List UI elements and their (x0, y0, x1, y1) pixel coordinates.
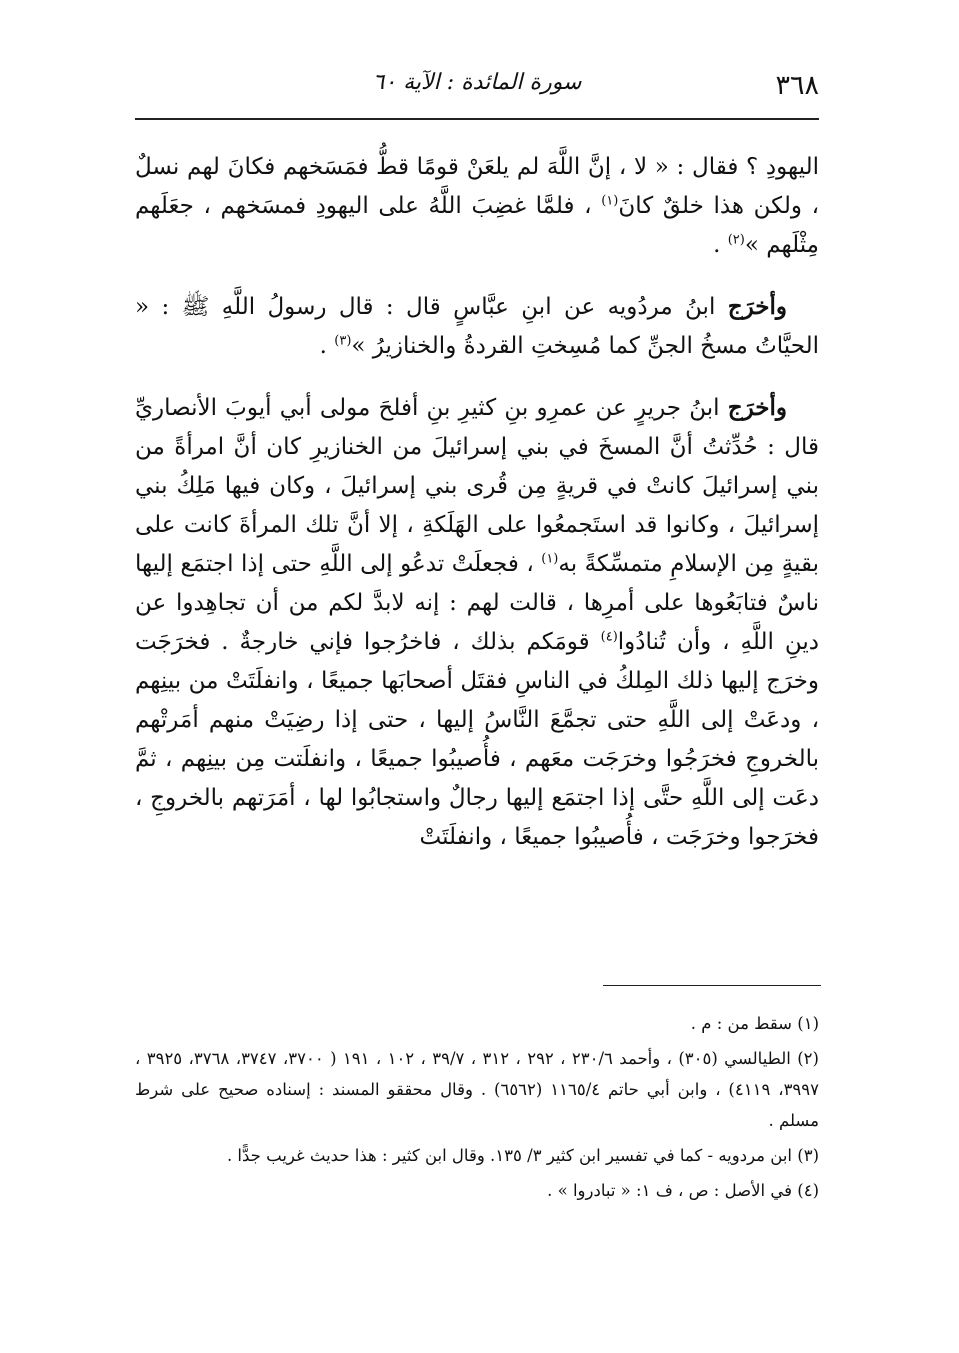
page-header (135, 62, 819, 112)
paragraph-text: ابنُ جريرٍ عن عمرِو بنِ كثيرِ بنِ أفلحَ مولى أبي أيوبَ الأنصاريِّ قال : حُدِّثتُ أنَّ المسخَ في بني إسرائيلَ من الخنازيرِ كان أنَّ امرأةً من بني إسرائيلَ كانتْ في قريةٍ مِن قُرى بني إسرائيلَ ، وكان فيها مَلِكُ بني إسرائيلَ ، وكانوا قد استَجمعُوا على الهَلَكةِ ، إلا أنَّ تلك المرأةَ كانت على بقيةٍ مِن الإسلامِ متمسِّكةً به (135, 395, 819, 577)
footnote-ref: (٢) (727, 232, 745, 248)
main-text (135, 148, 819, 879)
footnote-ref: (١) (601, 193, 619, 209)
footnote-ref: (٤) (600, 629, 618, 645)
paragraph-text: ، فجعلَتْ تدعُو إلى اللَّهِ حتى إذا اجتمَع إليها ناسٌ فتابَعُوها على أمرِها ، قالت لهم : إنه لابدَّ لكم من أن تجاهِدوا عن دينِ اللَّهِ ، وأن تُنادُوا (135, 551, 820, 655)
footnote-divider (603, 985, 821, 986)
footnote-3: (٣) ابن مردويه - كما في تفسير ابن كثير ٣/ ١٣٥. وقال ابن كثير : هذا حديث غريب جدًّا . (226, 1146, 819, 1165)
footnote-1: (١) سقط من : م . (690, 1014, 819, 1033)
footnotes (135, 1008, 819, 1210)
paragraph-text: . (713, 232, 721, 258)
footnote-4: (٤) في الأصل : ص ، ف ١: « تبادروا » . (547, 1181, 819, 1200)
paragraph-2 (135, 287, 819, 366)
paragraph-text: . (319, 333, 327, 359)
paragraph-text: ، فلمَّا غضِبَ اللَّهُ على اليهودِ فمسَخهم ، جعَلَهم مِثْلَهم » (135, 193, 819, 258)
footnote-ref: (٣) (334, 333, 352, 349)
running-title: سورة المائدة : الآية ٦٠ (372, 70, 582, 95)
footnote-2: (٢) الطيالسي (٣٠٥) ، وأحمد ٢٣٠/٦ ، ٢٩٢ ، ٣١٢ ، ٣٩/٧ ، ١٠٢ ، ١٩١ ( ٣٧٠٠، ٣٧٤٧، ٣٧٦٨، ٣٩٢٥ ، ٣٩٩٧، ٤١١٩) ، وابن أبي حاتم ١١٦٥/٤ (٦٥٦٢) . وقال محققو المسند : إسناده صحيح على شرط مسلم . (135, 1049, 820, 1130)
paragraph-lead-word: وأخرَج (727, 394, 787, 421)
footnote-ref: (١) (541, 551, 559, 567)
header-divider (135, 118, 819, 120)
paragraph-1 (135, 148, 819, 265)
paragraph-lead-word: وأخرَج (727, 293, 788, 320)
paragraph-text: اليهودِ ؟ فقال : « لا ، إنَّ اللَّهَ لم يلعَنْ قومًا قطُّ فمَسَخهم فكانَ لهم نسلٌ ، ولكن هذا خلقٌ كانَ (135, 154, 820, 219)
page-number: ٣٦٨ (775, 70, 819, 101)
paragraph-text: ابنُ مردُويه عن ابنِ عبَّاسٍ قال : قال رسولُ اللَّهِ ﷺ : « الحيَّاتُ مسخُ الجنِّ كما مُسِختِ القردةُ والخنازيرُ » (135, 294, 819, 359)
paragraph-text: قومَكم بذلك ، فاخرُجوا فإني خارجةٌ . فخرَجَت وخرَج إليها ذلك المِلكُ في الناسِ فقتَل أصحابَها جميعًا ، وانفلَتَتْ من بينِهم ، ودعَتْ إلى اللَّهِ حتى تجمَّعَ النَّاسُ إليها ، حتى إذا رضِيَتْ منهم أمَرتْهم بالخروجِ فخرَجُوا وخرَجَت معَهم ، فأُصيبُوا جميعًا ، وانفلَتت مِن بينِهم ، ثمَّ دعَت إلى اللَّهِ حتَّى إذا اجتمَع إليها رجالٌ واستجابُوا لها ، أمَرَتهم بالخروجِ ، فخرَجوا وخرَجَت ، فأُصيبُوا جميعًا ، وانفلَتَتْ (135, 629, 819, 850)
paragraph-3 (135, 388, 819, 857)
